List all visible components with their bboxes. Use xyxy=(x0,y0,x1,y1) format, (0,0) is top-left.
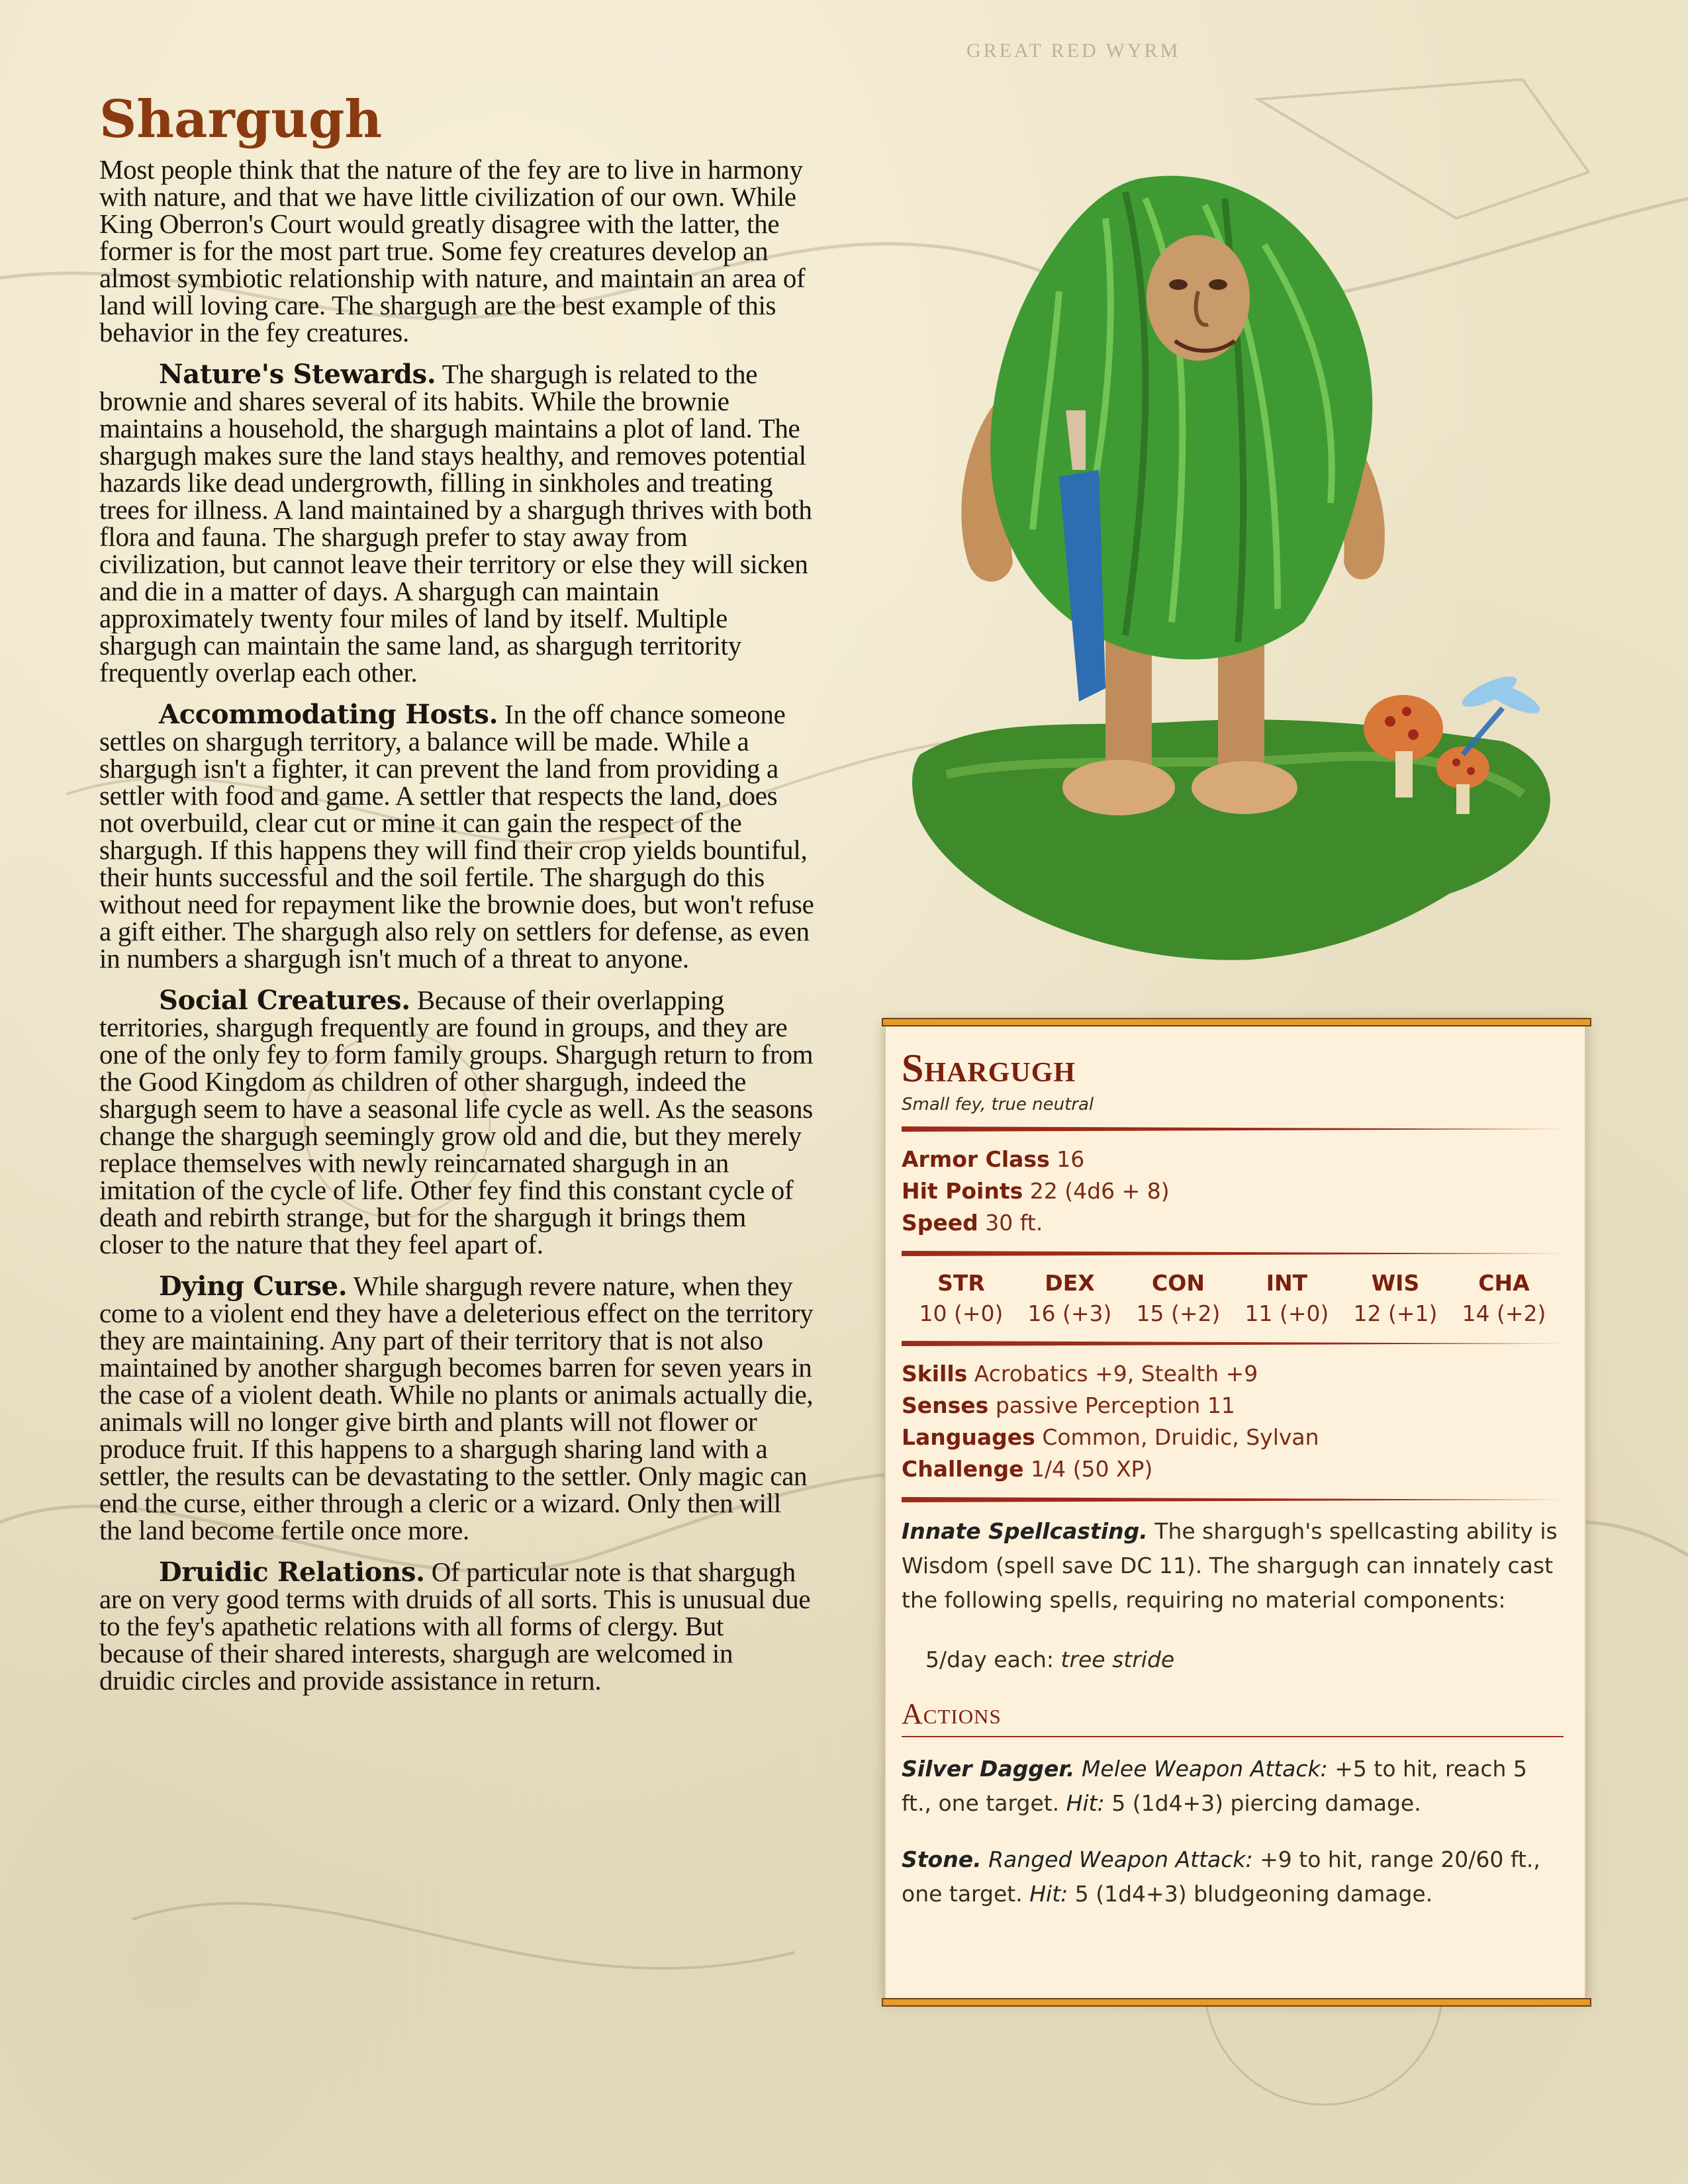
section-heading: Nature's Stewards. xyxy=(159,358,436,390)
senses-label: Senses xyxy=(902,1392,989,1418)
hit-points-line xyxy=(902,1175,1564,1207)
trait-name: Innate Spellcasting. xyxy=(902,1518,1148,1544)
article-column xyxy=(99,89,814,1709)
challenge-value: 1/4 (50 XP) xyxy=(1030,1456,1153,1482)
action-stone xyxy=(902,1843,1564,1911)
senses-value: passive Perception 11 xyxy=(995,1392,1235,1418)
ability-int xyxy=(1234,1268,1340,1329)
map-label: GREAT RED WYRM xyxy=(966,40,1181,62)
action-desc: +5 to hit, reach 5 ft., one target. xyxy=(902,1756,1527,1816)
skills-line xyxy=(902,1358,1564,1390)
action-hit-label: Hit: xyxy=(1066,1790,1105,1816)
skills-label: Skills xyxy=(902,1361,968,1387)
section-text: While shargugh revere nature, when they come to a violent end they have a deleterious effect on the territory they are maintaining. Any part of their territory that is not also maintained by another shargugh becomes barren for seven years in the case of a violent death. While no plants or animals actually die, animals will no longer give birth and plants will not flower or produce fruit. If this happens to a shargugh sharing land with a settler, the results can be devastating to the settler. Only magic can end the curse, either through a cleric or a wizard. Only then will the land become fertile once more. xyxy=(99,1270,814,1545)
stat-block-bottom-bar xyxy=(882,1998,1591,2007)
ability-value: 14 (+2) xyxy=(1462,1300,1546,1326)
ability-value: 10 (+0) xyxy=(919,1300,1004,1326)
actions-heading: Actions xyxy=(902,1697,1564,1737)
ability-wis xyxy=(1342,1268,1448,1329)
hit-points-value: 22 (4d6 + 8) xyxy=(1029,1178,1170,1204)
stat-block-name: Shargugh xyxy=(902,1046,1076,1090)
section-text: Because of their overlapping territories, shargugh frequently are found in groups, and they are one of the only fey to form family groups. Shargugh return to from the Good Kingdom as children of other shargugh, indeed the shargugh seem to have a seasonal life cycle as well. As the seasons change the shargugh seemingly grow old and die, but they merely replace themselves with newly reincarnated shargugh in an imitation of the cycle of life. Other fey find this constant cycle of death and rebirth strange, but for the shargugh it brings them closer to the nature that they feel apart of. xyxy=(99,984,814,1259)
action-desc: +9 to hit, range 20/60 ft., one target. xyxy=(902,1846,1540,1907)
armor-class-line xyxy=(902,1144,1564,1175)
article-title: Shargugh xyxy=(99,89,383,150)
action-silver-dagger xyxy=(902,1752,1564,1821)
tapered-rule xyxy=(902,1126,1564,1132)
action-name: Silver Dagger. xyxy=(902,1756,1075,1782)
speed-label: Speed xyxy=(902,1210,978,1236)
section-accommodating-hosts xyxy=(99,698,814,974)
section-natures-stewards xyxy=(99,358,814,688)
section-text: The shargugh is related to the brownie and shares several of its habits. While the brownie maintains a household, the shargugh maintains a plot of land. The shargugh makes sure the land stays healthy, and removes potential hazards like dead undergrowth, filling in sinkholes and treating trees for illness. A land maintained by a shargugh thrives with both flora and fauna. The shargugh prefer to stay away from civilization, but cannot leave their territory or else they will sicken and die in a matter of days. A shargugh can maintain approximately twenty four miles of land by itself. Multiple shargugh can maintain the same land, as shargugh territority frequently overlap each other. xyxy=(99,358,812,688)
challenge-label: Challenge xyxy=(902,1456,1024,1482)
ability-name: CHA xyxy=(1478,1270,1530,1296)
ability-con xyxy=(1125,1268,1231,1329)
ability-name: CON xyxy=(1152,1270,1205,1296)
action-hit-label: Hit: xyxy=(1029,1881,1068,1907)
action-name: Stone. xyxy=(902,1846,982,1872)
stat-block-type: Small fey, true neutral xyxy=(902,1095,1094,1115)
spells-names: tree stride xyxy=(1060,1647,1175,1672)
stat-block xyxy=(884,1022,1586,2003)
shargugh-illustration xyxy=(907,159,1575,973)
section-heading: Druidic Relations. xyxy=(159,1556,425,1588)
stat-block-content xyxy=(902,1048,1564,1933)
tapered-rule xyxy=(902,1251,1564,1256)
action-damage: 5 (1d4+3) bludgeoning damage. xyxy=(1068,1881,1433,1907)
action-damage: 5 (1d4+3) piercing damage. xyxy=(1104,1790,1421,1816)
ability-name: INT xyxy=(1266,1270,1308,1296)
spell-list xyxy=(925,1643,1564,1677)
stat-block-top-bar xyxy=(882,1018,1591,1026)
ability-value: 15 (+2) xyxy=(1136,1300,1221,1326)
senses-line xyxy=(902,1390,1564,1422)
action-type: Ranged Weapon Attack: xyxy=(988,1846,1253,1872)
section-dying-curse xyxy=(99,1270,814,1545)
section-heading: Accommodating Hosts. xyxy=(159,698,498,730)
innate-spellcasting-trait xyxy=(902,1514,1564,1617)
tapered-rule xyxy=(902,1341,1564,1346)
section-heading: Social Creatures. xyxy=(159,984,410,1016)
ability-name: DEX xyxy=(1045,1270,1095,1296)
section-text: Of particular note is that shargugh are on very good terms with druids of all sorts. This is unusual due to the fey's apathetic relations with all forms of clergy. But because of their shared interests, shargugh are welcomed in druidic circles and provide assistance in return. xyxy=(99,1556,811,1696)
article-intro: Most people think that the nature of the fey are to live in harmony with nature, and that we have little civilization of our own. While King Oberron's Court would greatly disagree with the latter, the former is for the most part true. Some fey creatures develop an almost symbiotic relationship with nature, and maintain an area of land will loving care. The shargugh are the best example of this behavior in the fey creatures. xyxy=(99,154,806,347)
action-type: Melee Weapon Attack: xyxy=(1081,1756,1328,1782)
ability-str xyxy=(908,1268,1014,1329)
ability-name: STR xyxy=(937,1270,985,1296)
ability-dex xyxy=(1017,1268,1123,1329)
ability-value: 16 (+3) xyxy=(1027,1300,1112,1326)
spells-prefix: 5/day each: xyxy=(925,1647,1061,1672)
section-heading: Dying Curse. xyxy=(159,1270,348,1302)
speed-value: 30 ft. xyxy=(985,1210,1043,1236)
armor-class-value: 16 xyxy=(1056,1146,1085,1172)
hit-points-label: Hit Points xyxy=(902,1178,1023,1204)
languages-line xyxy=(902,1422,1564,1453)
ability-value: 12 (+1) xyxy=(1353,1300,1438,1326)
section-text: In the off chance someone settles on shargugh territory, a balance will be made. While a shargugh isn't a fighter, it can prevent the land from providing a settler with food and game. A settler that respects the land, does not overbuild, clear cut or mine it can gain the respect of the shargugh. If this happens they will find their crop yields bountiful, their hunts successful and the soil fertile. The shargugh do this without need for repayment like the brownie does, but won't refuse a gift either. The shargugh also rely on settlers for defense, as even in numbers a shargugh isn't much of a threat to anyone. xyxy=(99,698,814,974)
languages-value: Common, Druidic, Sylvan xyxy=(1042,1424,1319,1450)
ability-name: WIS xyxy=(1371,1270,1420,1296)
challenge-line xyxy=(902,1453,1564,1485)
skills-value: Acrobatics +9, Stealth +9 xyxy=(974,1361,1258,1387)
trait-text: The shargugh's spellcasting ability is Wisdom (spell save DC 11). The shargugh can innately cast the following spells, requiring no material components: xyxy=(902,1518,1558,1613)
speed-line xyxy=(902,1207,1564,1239)
tapered-rule xyxy=(902,1497,1564,1502)
ability-scores xyxy=(902,1268,1564,1329)
ability-cha xyxy=(1451,1268,1557,1329)
ability-value: 11 (+0) xyxy=(1244,1300,1329,1326)
languages-label: Languages xyxy=(902,1424,1035,1450)
armor-class-label: Armor Class xyxy=(902,1146,1050,1172)
section-social-creatures xyxy=(99,984,814,1259)
section-druidic-relations xyxy=(99,1556,814,1696)
